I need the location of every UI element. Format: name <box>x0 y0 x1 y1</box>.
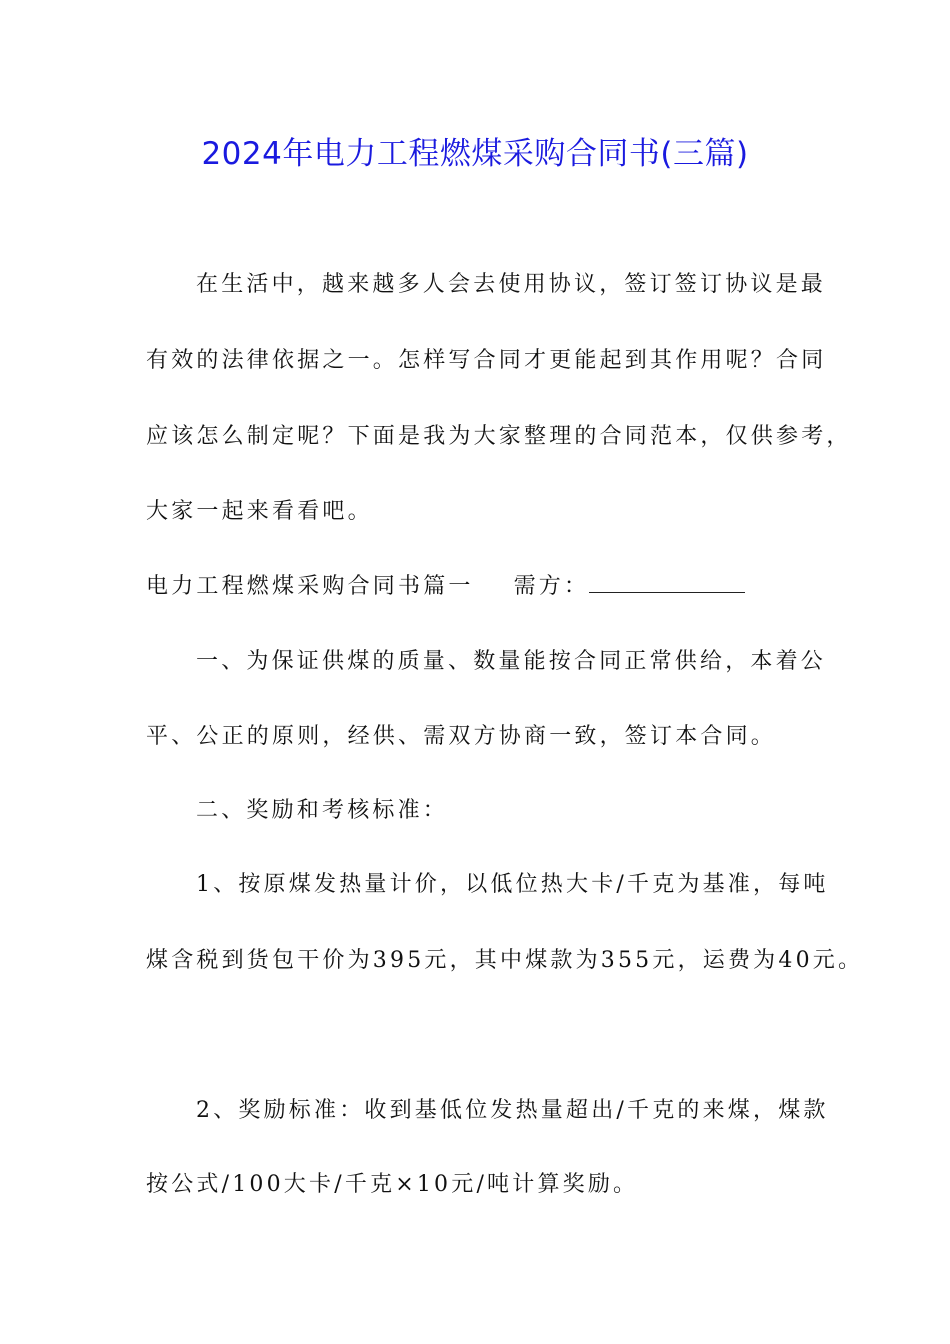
section-heading-line <box>146 572 745 602</box>
clause2-heading: 二、奖励和考核标准： <box>196 798 449 823</box>
item2-line-1: 2、奖励标准：收到基低位发热量超出/千克的来煤，煤款 <box>196 1098 829 1123</box>
item1-line-2: 煤含税到货包干价为395元，其中煤款为355元，运费为40元。 <box>146 948 864 973</box>
item1-line-1: 1、按原煤发热量计价，以低位热大卡/千克为基准，每吨 <box>196 872 829 897</box>
item2-line-2: 按公式/100大卡/千克×10元/吨计算奖励。 <box>146 1172 639 1197</box>
buyer-blank-line <box>589 572 745 593</box>
clause1-line-2: 平、公正的原则，经供、需双方协商一致，签订本合同。 <box>146 724 777 749</box>
intro-line-2: 有效的法律依据之一。怎样写合同才更能起到其作用呢？合同 <box>146 348 827 373</box>
section-heading: 电力工程燃煤采购合同书篇一 <box>146 574 474 599</box>
intro-line-4: 大家一起来看看吧。 <box>146 499 373 524</box>
clause1-line-1: 一、为保证供煤的质量、数量能按合同正常供给，本着公 <box>196 649 827 674</box>
buyer-label: 需方： <box>513 574 590 599</box>
intro-line-3: 应该怎么制定呢？下面是我为大家整理的合同范本，仅供参考， <box>146 424 852 449</box>
document-title: 2024年电力工程燃煤采购合同书(三篇) <box>201 136 749 172</box>
intro-line-1: 在生活中，越来越多人会去使用协议，签订签订协议是最 <box>196 272 827 297</box>
